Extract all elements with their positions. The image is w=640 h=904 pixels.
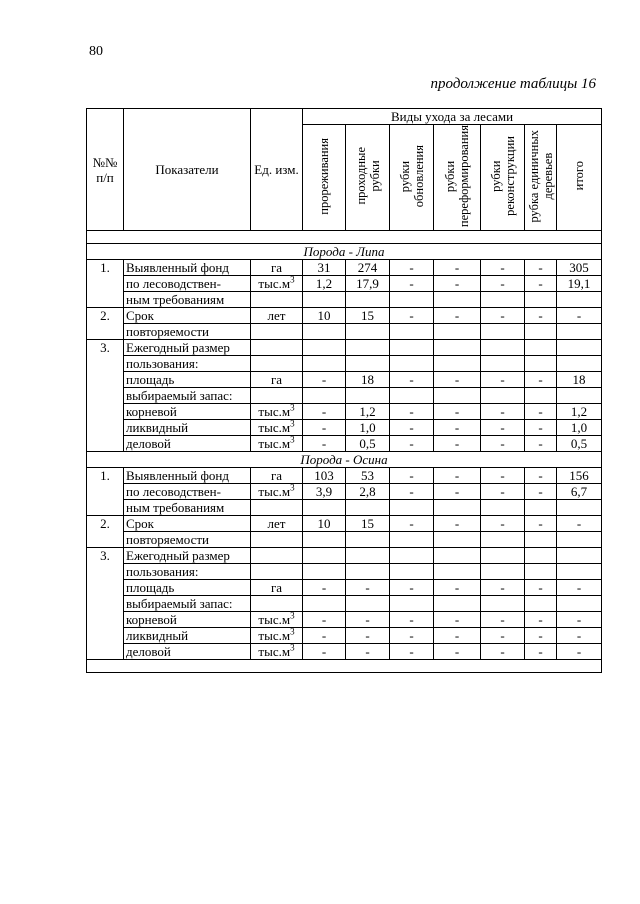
table-row [87,548,602,564]
row-value: 3,9 [303,484,346,500]
row-value: - [434,468,481,484]
row-value [390,324,434,340]
row-value: 1,2 [303,276,346,292]
row-label: повторяемости [124,324,251,340]
row-value [346,388,390,404]
row-value [390,500,434,516]
row-value: - [525,308,557,324]
row-value: - [434,260,481,276]
row-number [87,372,124,388]
row-value [346,596,390,612]
row-unit: лет [251,516,303,532]
row-value: - [557,308,602,324]
header-col-0 [303,125,346,231]
header-col-label: итого [572,161,587,191]
row-value: - [434,420,481,436]
row-value [525,356,557,372]
row-value: - [346,580,390,596]
row-number [87,324,124,340]
row-unit [251,548,303,564]
row-number: 3. [87,340,124,356]
row-value [525,564,557,580]
table-row [87,564,602,580]
row-value: - [525,484,557,500]
row-value: 274 [346,260,390,276]
row-value: - [525,580,557,596]
row-value [481,532,525,548]
header-col-label: прореживания [317,137,331,215]
row-value [525,292,557,308]
row-number [87,436,124,452]
row-value [303,324,346,340]
header-col-label: рубки обновления [397,144,426,208]
row-value: - [390,628,434,644]
row-value: - [481,420,525,436]
table-row [87,404,602,420]
row-value [346,532,390,548]
table-row [87,356,602,372]
row-value: 305 [557,260,602,276]
row-label: деловой [124,644,251,660]
row-value: 6,7 [557,484,602,500]
row-value [525,532,557,548]
table-bottom-spacer [87,660,602,673]
row-value [434,340,481,356]
row-number [87,644,124,660]
row-value: - [390,580,434,596]
row-unit: $тыс.м^3$ [251,436,303,452]
header-group: Виды ухода за лесами [303,109,602,125]
row-value [557,356,602,372]
row-value: - [525,436,557,452]
row-value [303,356,346,372]
row-value [434,500,481,516]
row-value [525,548,557,564]
row-value: - [390,308,434,324]
row-number: 1. [87,468,124,484]
table-row [87,276,602,292]
row-unit: лет [251,308,303,324]
row-label: выбираемый запас: [124,388,251,404]
row-value: - [390,644,434,660]
table-row [87,340,602,356]
row-value: 15 [346,516,390,532]
row-value: - [303,404,346,420]
table-row [87,292,602,308]
row-value: - [525,260,557,276]
table-row [87,580,602,596]
row-value [481,388,525,404]
row-value: - [525,420,557,436]
table-continuation-caption: продолжение таблицы 16 [430,76,596,92]
row-value: - [390,436,434,452]
row-unit: $тыс.м^3$ [251,628,303,644]
row-value [525,340,557,356]
row-unit [251,340,303,356]
row-value [434,596,481,612]
row-value [390,564,434,580]
row-value: - [525,612,557,628]
row-value: - [557,516,602,532]
row-value: - [525,276,557,292]
row-unit [251,356,303,372]
row-value: 0,5 [346,436,390,452]
row-unit [251,532,303,548]
row-unit [251,500,303,516]
row-label: повторяемости [124,532,251,548]
row-value: 17,9 [346,276,390,292]
row-value: 1,2 [557,404,602,420]
row-label: ным требованиям [124,292,251,308]
row-value [303,564,346,580]
row-label: по лесоводствен- [124,484,251,500]
row-value [434,532,481,548]
row-value: 156 [557,468,602,484]
row-label: Ежегодный размер [124,548,251,564]
row-label: ным требованиям [124,500,251,516]
row-unit [251,596,303,612]
row-unit: га [251,580,303,596]
row-unit [251,324,303,340]
row-value: - [481,628,525,644]
row-value: 10 [303,516,346,532]
row-value: 2,8 [346,484,390,500]
row-value: - [434,580,481,596]
row-value: - [303,436,346,452]
row-value [525,596,557,612]
row-value: - [434,644,481,660]
row-value: - [303,372,346,388]
table-row [87,484,602,500]
row-value [481,324,525,340]
row-value: - [481,468,525,484]
row-value: - [525,644,557,660]
row-value: - [525,468,557,484]
header-unit: Ед. изм. [251,109,303,231]
spacer-row [87,231,602,244]
row-label: ликвидный [124,628,251,644]
table-row [87,260,602,276]
row-value: - [434,436,481,452]
row-value: - [481,516,525,532]
row-value: 1,0 [557,420,602,436]
row-value: - [557,644,602,660]
row-number: 3. [87,548,124,564]
row-value [481,596,525,612]
row-number [87,580,124,596]
row-value [390,388,434,404]
row-unit: га [251,260,303,276]
row-value [346,340,390,356]
row-value: - [481,260,525,276]
row-value: - [390,484,434,500]
row-unit [251,388,303,404]
row-value: - [481,308,525,324]
table-row [87,596,602,612]
row-value [434,388,481,404]
row-label: площадь [124,580,251,596]
row-value: - [390,276,434,292]
row-unit: га [251,468,303,484]
row-unit [251,292,303,308]
row-label: пользования: [124,356,251,372]
page-number: 80 [89,44,103,59]
row-value: 1,0 [346,420,390,436]
row-value: - [390,260,434,276]
row-value [557,596,602,612]
row-value [434,548,481,564]
row-value: 53 [346,468,390,484]
table-row [87,308,602,324]
row-number [87,388,124,404]
row-value: - [390,404,434,420]
row-value [303,388,346,404]
row-value: - [434,372,481,388]
row-value [390,532,434,548]
row-value: - [557,612,602,628]
table-row [87,468,602,484]
row-number [87,596,124,612]
row-value: 15 [346,308,390,324]
row-value: - [481,372,525,388]
row-value: 31 [303,260,346,276]
row-value [346,324,390,340]
row-value: 18 [557,372,602,388]
header-col-3 [434,125,481,231]
row-value: - [557,580,602,596]
row-value: 1,2 [346,404,390,420]
row-label: Срок [124,516,251,532]
table-row [87,372,602,388]
row-value [390,292,434,308]
row-unit: $тыс.м^3$ [251,404,303,420]
row-unit [251,564,303,580]
header-num: №№ п/п [87,109,124,231]
row-number [87,404,124,420]
row-value: 0,5 [557,436,602,452]
row-value: - [434,404,481,420]
row-number [87,292,124,308]
row-value [346,500,390,516]
row-value: - [346,628,390,644]
row-value: - [303,644,346,660]
row-label: пользования: [124,564,251,580]
row-label: Срок [124,308,251,324]
row-value: - [303,612,346,628]
row-value [557,340,602,356]
row-number [87,276,124,292]
row-label: ликвидный [124,420,251,436]
row-value [557,548,602,564]
row-value: - [303,420,346,436]
header-indicators: Показатели [124,109,251,231]
row-label: по лесоводствен- [124,276,251,292]
row-value [525,324,557,340]
row-value: - [434,516,481,532]
row-value [390,548,434,564]
row-value [434,356,481,372]
row-value: - [525,628,557,644]
row-value: - [390,468,434,484]
row-value: - [525,404,557,420]
table-row [87,628,602,644]
row-value [481,500,525,516]
row-value: - [481,276,525,292]
header-col-label: рубки переформирования [443,125,471,228]
row-value [557,324,602,340]
section-title: Порода - Липа [87,244,602,260]
row-value [303,548,346,564]
table-row [87,612,602,628]
header-col-1 [346,125,390,231]
row-unit: $тыс.м^3$ [251,420,303,436]
row-value [557,564,602,580]
row-unit: $тыс.м^3$ [251,644,303,660]
row-value: - [481,484,525,500]
row-number [87,564,124,580]
row-number [87,420,124,436]
row-number [87,612,124,628]
row-number [87,628,124,644]
header-col-6 [557,125,602,231]
row-value [303,532,346,548]
row-value [481,564,525,580]
row-value: - [434,308,481,324]
row-value: - [390,516,434,532]
row-value: 18 [346,372,390,388]
row-value: - [390,612,434,628]
row-value [346,292,390,308]
row-number: 2. [87,516,124,532]
table-row [87,644,602,660]
row-value: - [481,404,525,420]
row-label: корневой [124,404,251,420]
row-label: Ежегодный размер [124,340,251,356]
row-value [557,500,602,516]
row-number: 2. [87,308,124,324]
row-value: 10 [303,308,346,324]
row-value [525,388,557,404]
row-value: - [434,628,481,644]
row-value: - [303,580,346,596]
row-value [434,564,481,580]
row-value [390,356,434,372]
row-value [346,564,390,580]
row-unit: $тыс.м^3$ [251,484,303,500]
table-row [87,436,602,452]
header-col-5 [525,125,557,231]
header-col-label: рубка единичных деревьев [526,129,555,223]
row-value: - [346,644,390,660]
header-col-label: рубки реконструкции [488,136,517,216]
row-number: 1. [87,260,124,276]
row-value: - [303,628,346,644]
row-number [87,532,124,548]
section-title: Порода - Осина [87,452,602,468]
row-value [346,356,390,372]
row-value: - [390,420,434,436]
row-value: - [434,612,481,628]
table-row [87,500,602,516]
row-unit: $тыс.м^3$ [251,612,303,628]
row-value: - [346,612,390,628]
row-value [557,388,602,404]
table-row [87,532,602,548]
row-label: Выявленный фонд [124,468,251,484]
header-col-2 [390,125,434,231]
row-value [390,340,434,356]
row-unit: $тыс.м^3$ [251,276,303,292]
row-value: - [481,436,525,452]
row-value: - [481,580,525,596]
row-value [525,500,557,516]
table-row [87,420,602,436]
table-row [87,324,602,340]
row-value [303,596,346,612]
header-col-4 [481,125,525,231]
row-value: - [481,644,525,660]
row-value: - [525,516,557,532]
row-value [303,292,346,308]
row-label: Выявленный фонд [124,260,251,276]
row-value: - [434,276,481,292]
row-value [481,292,525,308]
row-number [87,356,124,372]
row-label: выбираемый запас: [124,596,251,612]
row-value [557,292,602,308]
row-value [481,356,525,372]
row-value [303,340,346,356]
row-value [557,532,602,548]
row-value [481,340,525,356]
row-value: - [434,484,481,500]
row-value [390,596,434,612]
row-value [346,548,390,564]
row-value: - [481,612,525,628]
table-row [87,516,602,532]
row-value [434,292,481,308]
row-value [481,548,525,564]
row-number [87,500,124,516]
row-label: площадь [124,372,251,388]
row-value: - [557,628,602,644]
row-value [303,500,346,516]
header-col-label: проходные рубки [353,147,382,205]
forest-care-table [86,108,602,673]
row-label: корневой [124,612,251,628]
row-value: - [390,372,434,388]
row-number [87,484,124,500]
row-unit: га [251,372,303,388]
row-label: деловой [124,436,251,452]
row-value: - [525,372,557,388]
row-value: 19,1 [557,276,602,292]
row-value [434,324,481,340]
table-row [87,388,602,404]
row-value: 103 [303,468,346,484]
